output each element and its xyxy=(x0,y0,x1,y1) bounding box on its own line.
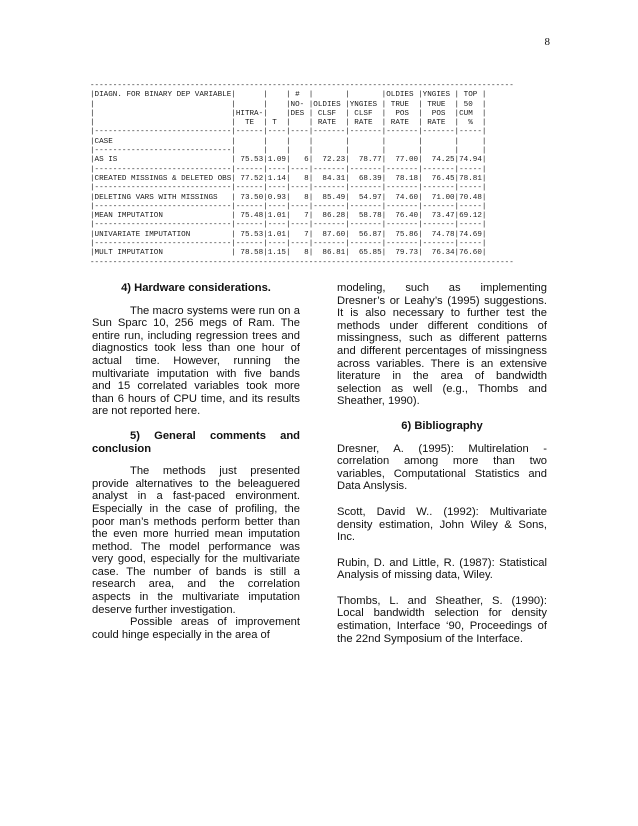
table-row: |AS IS | 75.53|1.09| 6| 72.23| 78.77| 77.00| 74.25|74.94| xyxy=(90,156,487,165)
section-heading-hardware: 4) Hardware considerations. xyxy=(121,282,271,294)
paragraph-general-2: Possible areas of improvement could hinge especially in the area of xyxy=(92,616,300,641)
bibliography-entry: Dresner, A. (1995): Multirelation - correlation among more than two variables, Computational Statistics and Data Anslysis. xyxy=(337,442,547,493)
section-heading-bibliography: 6) Bibliography xyxy=(401,419,483,432)
table-header-line: | |HITRA-| |DES | CLSF | CLSF | POS | POS |CUM | xyxy=(90,109,487,118)
table-header-line: | | TE | T | | RATE | RATE | RATE | RATE | % | xyxy=(90,119,487,128)
table-line: --------------------------------------------------------------------------------------------- xyxy=(90,82,514,90)
bibliography-entry: Thombs, L. and Sheather, S. (1990): Local bandwidth selection for density estimation, Interface ‘90, Proceedings of the 22nd Symposium of the Interface. xyxy=(337,594,547,645)
table-line: |------------------------------|------|----|----|-------|-------|-------|-------|-----| xyxy=(90,221,487,230)
table-line: |------------------------------| | | | | | | | | xyxy=(90,147,487,156)
section-heading-general: 5) General comments and conclusion xyxy=(92,429,300,455)
page-number: 8 xyxy=(544,36,550,48)
table-row: |UNIVARIATE IMPUTATION | 75.53|1.01| 7| 87.60| 56.87| 75.86| 74.78|74.69| xyxy=(90,230,487,239)
table-row: |MEAN IMPUTATION | 75.48|1.01| 7| 86.28| 58.78| 76.40| 73.47|69.12| xyxy=(90,212,487,221)
diagnostics-table xyxy=(90,82,514,268)
table-header-line: | | | |NO- |OLDIES |YNGIES | TRUE | TRUE | 50 | xyxy=(90,100,487,109)
table-row: |MULT IMPUTATION | 78.58|1.15| 8| 86.81| 65.85| 79.73| 76.34|76.60| xyxy=(90,249,487,258)
table-line: |------------------------------|------|----|----|-------|-------|-------|-------|-----| xyxy=(90,128,487,137)
table-line: --------------------------------------------------------------------------------------------- xyxy=(90,258,514,267)
left-column xyxy=(92,282,300,653)
table-row-case: |CASE | | | | | | | | | xyxy=(90,137,487,146)
table-line: |------------------------------|------|----|----|-------|-------|-------|-------|-----| xyxy=(90,202,487,211)
bibliography-entry: Scott, David W.. (1992): Multivariate density estimation, John Wiley & Sons, Inc. xyxy=(337,505,547,544)
paragraph-hardware: The macro systems were run on a Sun Sparc 10, 256 megs of Ram. The entire run, including regression trees and diagnostics took less than one hour of actual time. However, running the multivariate imputation with five bands and 15 correlated variables took more than 6 hours of CPU time, and its results are not reported here. xyxy=(92,304,300,418)
right-column xyxy=(337,282,547,658)
table-line: |------------------------------|------|----|----|-------|-------|-------|-------|-----| xyxy=(90,184,487,193)
paragraph-general-2-continued: modeling, such as implementing Dresner’s or Leahy’s (1995) suggestions. It is also necessary to further test the methods under different conditions of missingness, such as different patterns and different percentages of missingness across variables. There is an extensive literature in the area of bandwidth selection as well (e.g., Thombs and Sheather, 1990). xyxy=(337,282,547,408)
table-header-line: |DIAGN. FOR BINARY DEP VARIABLE| | | # | | |OLDIES |YNGIES | TOP | xyxy=(90,91,487,100)
table-row: |DELETING VARS WITH MISSINGS | 73.50|0.93| 8| 85.49| 54.97| 74.60| 71.00|70.48| xyxy=(90,193,487,202)
table-row: |CREATED MISSINGS & DELETED OBS| 77.52|1.14| 8| 84.31| 68.39| 78.18| 76.45|78.81| xyxy=(90,174,487,183)
paragraph-general-1: The methods just presented provide alternatives to the beleaguered analyst in a fast-paced environment. Especially in the case of profiling, the poor man’s methods perform better than the even more hurried mean imputation method. The model performance was very good, especially for the multivariate case. The number of bands is still a research area, and the correlation aspects in the multivariate imputation deserve further investigation. xyxy=(92,465,300,616)
bibliography-entry: Rubin, D. and Little, R. (1987): Statistical Analysis of missing data, Wiley. xyxy=(337,556,547,582)
table-line: |------------------------------|------|----|----|-------|-------|-------|-------|-----| xyxy=(90,240,487,249)
table-line: |------------------------------|------|----|----|-------|-------|-------|-------|-----| xyxy=(90,165,487,174)
